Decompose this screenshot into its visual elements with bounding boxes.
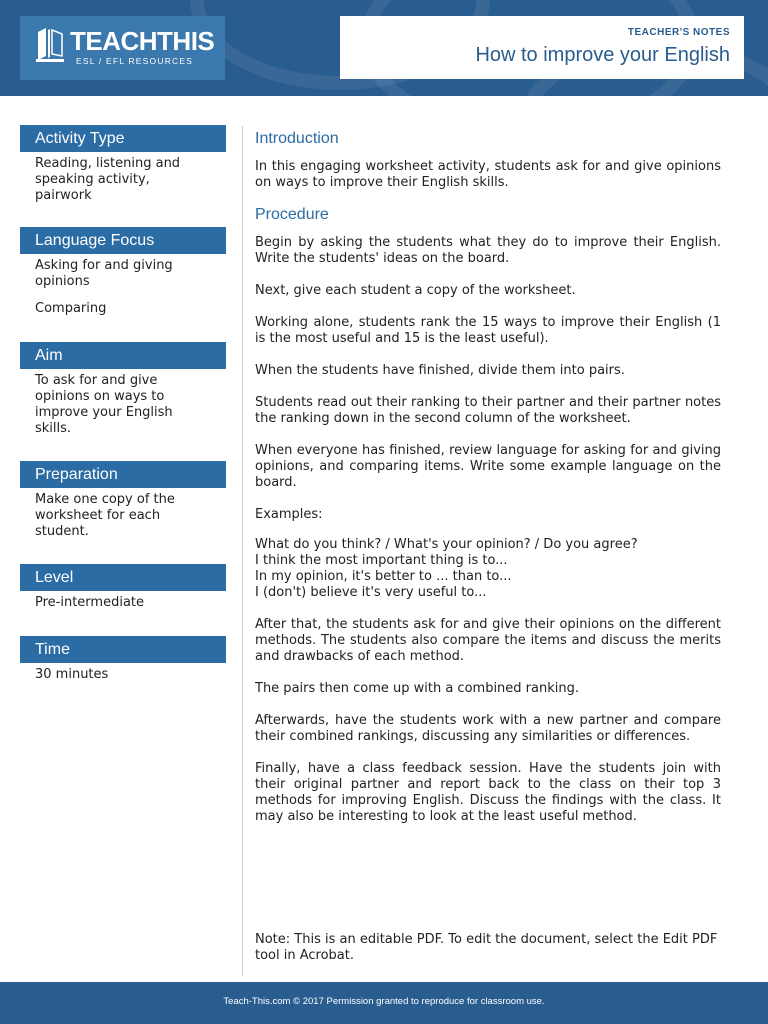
examples-list xyxy=(255,537,721,601)
column-divider xyxy=(242,126,243,976)
example-phrase: In my opinion, it's better to ... than to... xyxy=(255,569,512,584)
example-phrase: I (don't) believe it's very useful to... xyxy=(255,585,487,600)
main-content xyxy=(255,130,721,841)
title-panel xyxy=(340,16,744,79)
procedure-paragraph: When everyone has finished, review language for asking for and giving opinions, and comparing items. Write some example language on the board. xyxy=(255,443,721,490)
sidebar-section-time xyxy=(20,636,226,683)
procedure-paragraph: The pairs then come up with a combined ranking. xyxy=(255,681,579,696)
editable-pdf-note: Note: This is an editable PDF. To edit the document, select the Edit PDF tool in Acrobat. xyxy=(255,932,718,963)
sidebar-heading: Aim xyxy=(20,342,226,369)
sidebar-heading: Level xyxy=(20,564,226,591)
sidebar-text: 30 minutes xyxy=(35,667,109,682)
sidebar-heading: Language Focus xyxy=(20,227,226,254)
sidebar-section-preparation xyxy=(20,461,226,564)
procedure-paragraph: Students read out their ranking to their partner and their partner notes the ranking down in the second column of the worksheet. xyxy=(255,395,721,426)
sidebar-body xyxy=(20,369,226,461)
sidebar-text: Asking for and giving opinions xyxy=(35,258,173,289)
procedure-paragraph: Working alone, students rank the 15 ways to improve their English (1 is the most useful and 15 is the least useful). xyxy=(255,315,721,346)
sidebar-heading: Activity Type xyxy=(20,125,226,152)
example-phrase: What do you think? / What's your opinion? / Do you agree? xyxy=(255,537,638,552)
sidebar-section-aim xyxy=(20,342,226,461)
sidebar-body xyxy=(20,488,226,564)
sidebar-text: Pre-intermediate xyxy=(35,595,145,610)
sidebar-text: To ask for and give opinions on ways to improve your English skills. xyxy=(35,373,173,436)
procedure-paragraph: Begin by asking the students what they do to improve their English. Write the students' ideas on the board. xyxy=(255,235,721,266)
examples-label: Examples: xyxy=(255,507,323,522)
brand-logo[interactable] xyxy=(20,16,225,80)
sidebar-text: Reading, listening and speaking activity, pairwork xyxy=(35,156,181,203)
procedure-paragraph: Afterwards, have the students work with a new partner and compare their combined rankings, discussing any similarities or differences. xyxy=(255,713,721,744)
footer-banner xyxy=(0,982,768,1024)
brand-name: TEACHTHIS xyxy=(70,26,215,56)
sidebar-body xyxy=(20,663,226,683)
procedure-heading: Procedure xyxy=(255,206,329,223)
document-kicker: TEACHER'S NOTES xyxy=(627,27,730,38)
header-banner xyxy=(0,0,768,96)
document-title: How to improve your English xyxy=(475,44,730,66)
open-book-icon xyxy=(34,26,66,64)
sidebar-section-level xyxy=(20,564,226,636)
procedure-paragraph: When the students have finished, divide them into pairs. xyxy=(255,363,625,378)
copyright-notice: Teach-This.com © 2017 Permission granted to reproduce for classroom use. xyxy=(223,996,545,1007)
sidebar-body xyxy=(20,152,226,227)
brand-tagline: ESL / EFL RESOURCES xyxy=(76,56,194,66)
sidebar-section-language-focus xyxy=(20,227,226,342)
introduction-text: In this engaging worksheet activity, students ask for and give opinions on ways to improve their English skills. xyxy=(255,159,721,190)
procedure-paragraph: After that, the students ask for and give their opinions on the different methods. The students also compare the items and discuss the merits and drawbacks of each method. xyxy=(255,617,721,664)
procedure-paragraph: Next, give each student a copy of the worksheet. xyxy=(255,283,576,298)
example-phrase: I think the most important thing is to... xyxy=(255,553,508,568)
sidebar-body xyxy=(20,591,226,636)
sidebar-heading: Time xyxy=(20,636,226,663)
sidebar-section-activity-type xyxy=(20,125,226,227)
sidebar-body xyxy=(20,254,226,342)
sidebar-heading: Preparation xyxy=(20,461,226,488)
sidebar-text: Comparing xyxy=(35,301,107,316)
sidebar-text: Make one copy of the worksheet for each student. xyxy=(35,492,175,539)
introduction-heading: Introduction xyxy=(255,130,339,147)
procedure-paragraph: Finally, have a class feedback session. Have the students join with their original partner and report back to the class on their top 3 methods for improving English. Discuss the findings with the class. It may also be interesting to look at the least useful method. xyxy=(255,761,721,824)
info-sidebar xyxy=(20,125,226,683)
